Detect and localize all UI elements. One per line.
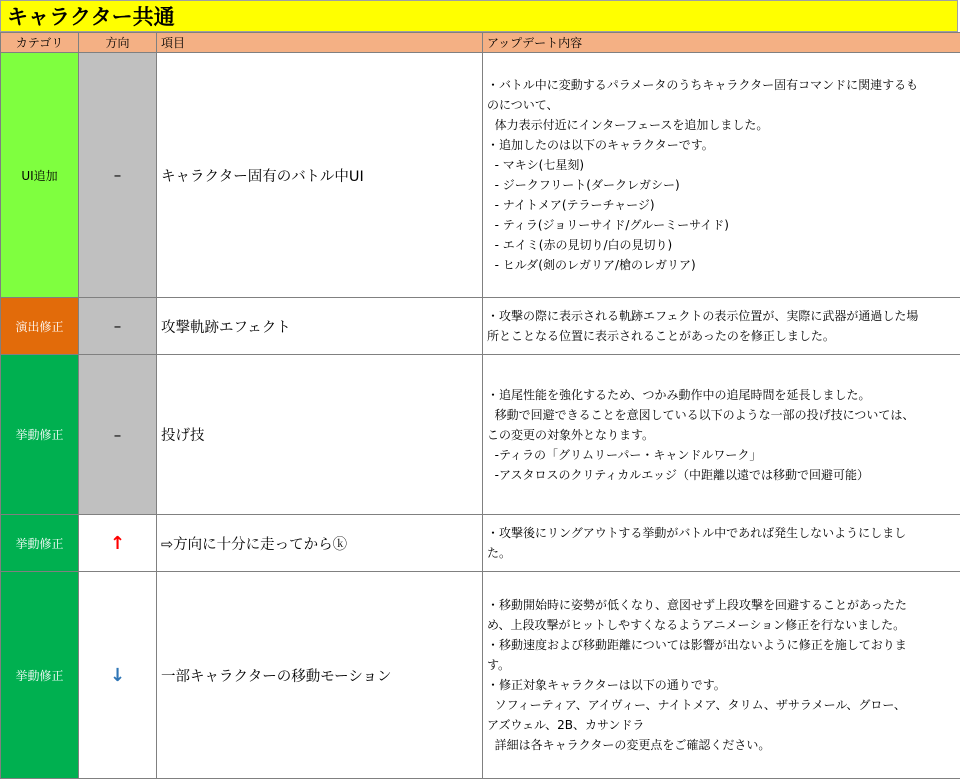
arrow-up-icon: ↑ — [109, 532, 126, 554]
update-detail-cell — [483, 355, 960, 515]
category-cell: 挙動修正 — [1, 355, 79, 515]
item-cell: キャラクター固有のバトル中UI — [157, 53, 483, 298]
detail-line: ソフィーティア、アイヴィー、ナイトメア、タリム、ザサラメール、グロー、 — [487, 698, 906, 712]
update-detail-cell — [483, 298, 960, 355]
table-row — [1, 53, 960, 298]
detail-line: 詳細は各キャラクターの変更点をご確認ください。 — [487, 738, 771, 752]
detail-line: -アスタロスのクリティカルエッジ（中距離以遠では移動で回避可能） — [487, 467, 870, 482]
table-row — [1, 515, 960, 572]
direction-cell — [79, 515, 157, 572]
detail-line: - ティラ(ジョリーサイド/グルーミーサイド) — [487, 218, 729, 232]
update-detail-cell — [483, 53, 960, 298]
header-direction: 方向 — [79, 33, 157, 53]
detail-line: - マキシ(七星刻) — [487, 158, 585, 172]
direction-cell: – — [79, 53, 157, 298]
detail-line: - ナイトメア(テラーチャージ) — [487, 198, 655, 212]
item-cell: 攻撃軌跡エフェクト — [157, 298, 483, 355]
arrow-down-icon: ↓ — [109, 664, 126, 686]
detail-line: ・移動速度および移動距離については影響が出ないように修正を施しておりま — [487, 638, 907, 652]
detail-line: のについて、 — [487, 98, 559, 112]
detail-line: ・攻撃後にリングアウトする挙動がバトル中であれば発生しないようにしまし — [487, 526, 907, 540]
table-row — [1, 355, 960, 515]
detail-line: 体力表示付近にインターフェースを追加しました。 — [487, 118, 769, 132]
header-update: アップデート内容 — [483, 33, 960, 53]
category-cell: 挙動修正 — [1, 572, 79, 779]
table-row — [1, 298, 960, 355]
sheet-title: キャラクター共通 — [0, 0, 958, 32]
update-detail-cell — [483, 515, 960, 572]
category-cell: UI追加 — [1, 53, 79, 298]
detail-line: - ヒルダ(剣のレガリア/槍のレガリア) — [487, 258, 696, 272]
direction-cell: – — [79, 298, 157, 355]
direction-cell — [79, 572, 157, 779]
detail-line: す。 — [487, 658, 511, 672]
detail-line: ・追加したのは以下のキャラクターです。 — [487, 138, 714, 152]
category-cell: 演出修正 — [1, 298, 79, 355]
detail-line: ・攻撃の際に表示される軌跡エフェクトの表示位置が、実際に武器が通過した場 — [487, 309, 919, 323]
detail-line: - エイミ(赤の見切り/白の見切り) — [487, 238, 673, 252]
detail-line: - ジークフリート(ダークレガシー) — [487, 178, 680, 192]
detail-line: ・修正対象キャラクターは以下の通りです。 — [487, 678, 726, 692]
detail-line: た。 — [487, 546, 512, 560]
category-cell: 挙動修正 — [1, 515, 79, 572]
detail-line: ・移動開始時に姿勢が低くなり、意図せず上段攻撃を回避することがあったた — [487, 598, 907, 612]
detail-line: -ティラの「グリムリーパー・キャンドルワーク」 — [487, 447, 762, 462]
table-row — [1, 572, 960, 779]
detail-line: め、上段攻撃がヒットしやすくなるようアニメーション修正を行ないました。 — [487, 618, 906, 632]
item-cell: 一部キャラクターの移動モーション — [157, 572, 483, 779]
detail-line: ・バトル中に変動するパラメータのうちキャラクター固有コマンドに関連するも — [487, 78, 919, 92]
detail-line: ・追尾性能を強化するため、つかみ動作中の追尾時間を延長しました。 — [487, 387, 871, 402]
detail-line: アズウェル、2B、カサンドラ — [487, 718, 645, 732]
direction-cell: – — [79, 355, 157, 515]
update-detail-cell — [483, 572, 960, 779]
item-cell: 投げ技 — [157, 355, 483, 515]
update-table — [0, 32, 960, 779]
header-item: 項目 — [157, 33, 483, 53]
header-category: カテゴリ — [1, 33, 79, 53]
detail-line: 移動で回避できることを意図している以下のような一部の投げ技については、 — [487, 407, 915, 422]
detail-line: 所とことなる位置に表示されることがあったのを修正しました。 — [487, 329, 835, 343]
item-cell: ⇨方向に十分に走ってからⓚ — [157, 515, 483, 572]
header-row — [1, 33, 960, 53]
detail-line: この変更の対象外となります。 — [487, 427, 655, 442]
